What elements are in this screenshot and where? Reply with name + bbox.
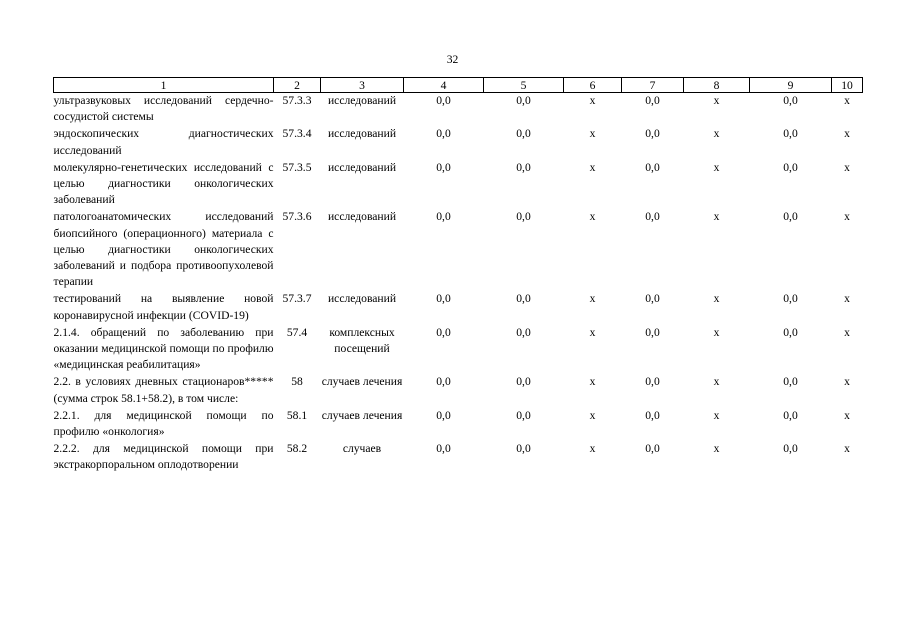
row-code: 57.4	[286, 325, 308, 339]
col-header-5: 5	[484, 78, 564, 93]
cell-col6: x	[589, 127, 596, 141]
row-name: 2.2.1. для медицинской помощи по профилю «онкология»	[53, 408, 274, 439]
row-unit: исследований	[327, 210, 397, 224]
cell-col7: 0,0	[645, 292, 660, 306]
row-name: тестирований на выявление новой коронавирусной инфекции (COVID-19)	[53, 292, 274, 322]
row-unit: исследований	[327, 160, 397, 174]
cell-col6: x	[589, 94, 596, 107]
row-name: 2.2.2. для медицинской помощи при экстракорпоральном оплодотворении	[53, 442, 274, 472]
cell-col10: x	[844, 408, 850, 422]
cell-col9: 0,0	[783, 408, 798, 422]
cell-col10: x	[844, 160, 850, 174]
row-code: 58.2	[286, 442, 308, 456]
cell-col6: x	[589, 160, 596, 174]
table-row	[54, 325, 863, 375]
cell-col4: 0,0	[436, 160, 451, 174]
table-row	[54, 160, 863, 210]
cell-col7: 0,0	[645, 160, 660, 174]
row-code: 57.3.5	[282, 160, 312, 174]
table-row	[54, 408, 863, 441]
col-header-2: 2	[274, 78, 321, 93]
cell-col7: 0,0	[645, 375, 660, 389]
cell-col9: 0,0	[783, 210, 798, 224]
page-number: 32	[446, 53, 459, 66]
cell-col6: x	[589, 442, 596, 456]
cell-col4: 0,0	[436, 408, 451, 422]
cell-col9: 0,0	[783, 94, 798, 107]
row-code: 57.3.4	[282, 127, 312, 141]
cell-col7: 0,0	[645, 210, 660, 224]
cell-col5: 0,0	[516, 127, 531, 141]
cell-col10: x	[844, 325, 850, 339]
row-unit: случаев лечения	[321, 408, 403, 422]
cell-col8: x	[713, 408, 720, 422]
row-unit: исследований	[327, 94, 397, 107]
cell-col9: 0,0	[783, 160, 798, 174]
cell-col4: 0,0	[436, 94, 451, 107]
cell-col7: 0,0	[645, 325, 660, 339]
cell-col10: x	[844, 292, 850, 306]
table-row	[54, 209, 863, 291]
row-name: ультразвуковых исследований сердечно-сосудистой системы	[53, 94, 274, 124]
cell-col5: 0,0	[516, 375, 531, 389]
cell-col5: 0,0	[516, 325, 531, 339]
cell-col5: 0,0	[516, 210, 531, 224]
cell-col4: 0,0	[436, 210, 451, 224]
row-code: 57.3.7	[282, 292, 312, 306]
cell-col9: 0,0	[783, 292, 798, 306]
row-unit: случаев лечения	[321, 375, 403, 389]
cell-col5: 0,0	[516, 442, 531, 456]
col-header-10: 10	[832, 78, 863, 93]
cell-col6: x	[589, 325, 596, 339]
row-name: эндоскопических диагностических исследований	[53, 127, 274, 157]
col-header-1: 1	[54, 78, 274, 93]
cell-col10: x	[844, 127, 850, 141]
cell-col5: 0,0	[516, 94, 531, 107]
row-name: молекулярно-генетических исследований с целью диагностики онкологических заболеваний	[53, 160, 274, 207]
cell-col9: 0,0	[783, 127, 798, 141]
col-header-7: 7	[622, 78, 684, 93]
col-header-9: 9	[750, 78, 832, 93]
col-header-4: 4	[404, 78, 484, 93]
row-code: 57.3.6	[282, 210, 312, 224]
row-name: 2.1.4. обращений по заболеванию при оказании медицинской помощи по профилю «медицинская реабилитация»	[53, 325, 274, 372]
cell-col10: x	[844, 94, 850, 107]
cell-col4: 0,0	[436, 127, 451, 141]
row-code: 57.3.3	[282, 94, 312, 107]
cell-col5: 0,0	[516, 292, 531, 306]
cell-col9: 0,0	[783, 375, 798, 389]
cell-col10: x	[844, 375, 850, 389]
table-row	[54, 291, 863, 324]
header-row	[54, 78, 863, 93]
cell-col8: x	[713, 442, 720, 456]
cell-col8: x	[713, 210, 720, 224]
cell-col8: x	[713, 127, 720, 141]
row-unit: исследований	[327, 292, 397, 306]
table-body	[54, 93, 863, 475]
cell-col8: x	[713, 375, 720, 389]
cell-col4: 0,0	[436, 292, 451, 306]
row-code: 58	[291, 375, 303, 389]
cell-col7: 0,0	[645, 127, 660, 141]
cell-col6: x	[589, 292, 596, 306]
row-unit: исследований	[327, 127, 397, 141]
cell-col4: 0,0	[436, 325, 451, 339]
cell-col5: 0,0	[516, 408, 531, 422]
col-header-3: 3	[321, 78, 404, 93]
table-row	[54, 93, 863, 127]
cell-col8: x	[713, 325, 720, 339]
cell-col7: 0,0	[645, 408, 660, 422]
row-unit: случаев	[342, 442, 382, 456]
data-table	[53, 77, 863, 475]
cell-col9: 0,0	[783, 442, 798, 456]
cell-col8: x	[713, 292, 720, 306]
cell-col7: 0,0	[645, 94, 660, 107]
cell-col10: x	[844, 442, 850, 456]
cell-col4: 0,0	[436, 375, 451, 389]
table-row	[54, 374, 863, 407]
cell-col6: x	[589, 408, 596, 422]
row-code: 58.1	[286, 408, 308, 422]
cell-col5: 0,0	[516, 160, 531, 174]
cell-col8: x	[713, 94, 720, 107]
cell-col6: x	[589, 375, 596, 389]
col-header-6: 6	[564, 78, 622, 93]
cell-col4: 0,0	[436, 442, 451, 456]
cell-col7: 0,0	[645, 442, 660, 456]
table-row	[54, 126, 863, 159]
row-unit: комплексных посещений	[329, 325, 395, 356]
table-row	[54, 441, 863, 474]
cell-col8: x	[713, 160, 720, 174]
row-name: патологоанатомических исследований биопсийного (операционного) материала с целью диагностики онкологических заболеваний и подбора противоопухолевой терапии	[53, 210, 274, 289]
cell-col10: x	[844, 210, 850, 224]
row-name: 2.2. в условиях дневных стационаров***** (сумма строк 58.1+58.2), в том числе:	[53, 375, 274, 405]
cell-col6: x	[589, 210, 596, 224]
col-header-8: 8	[684, 78, 750, 93]
cell-col9: 0,0	[783, 325, 798, 339]
